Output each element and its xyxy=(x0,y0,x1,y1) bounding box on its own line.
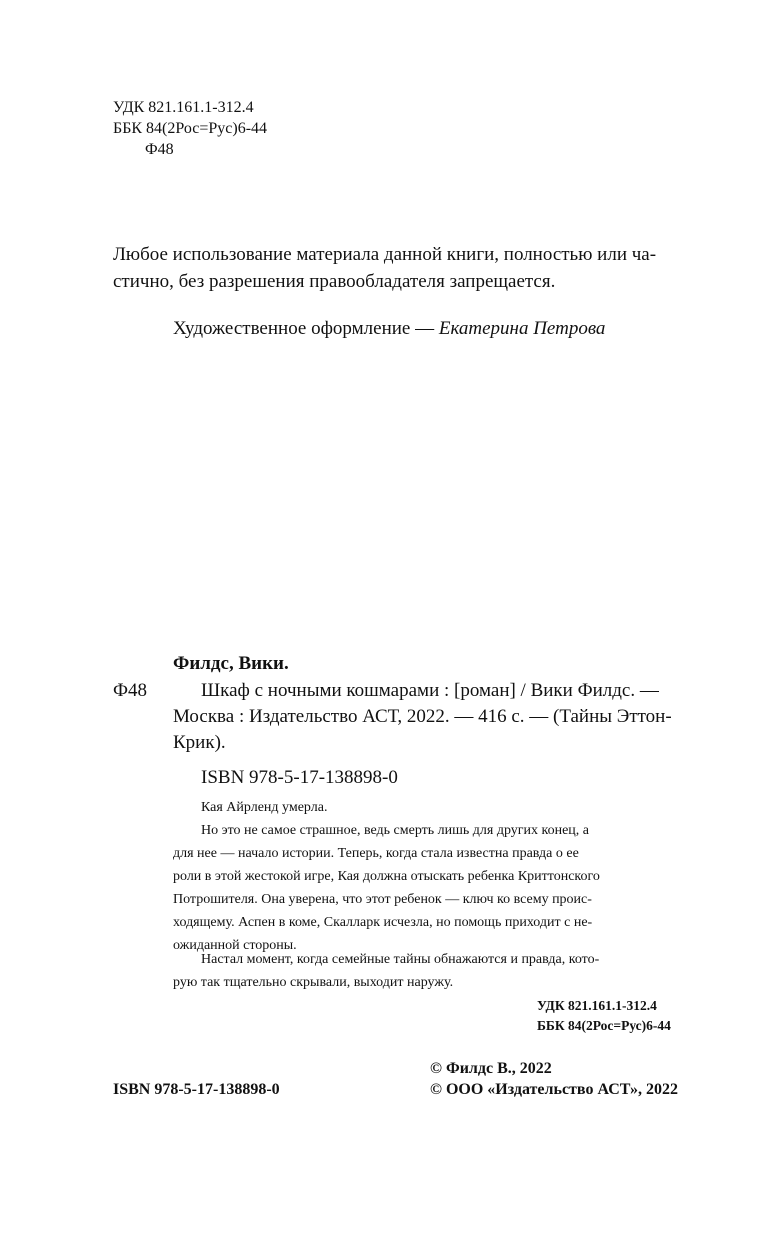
annotation-p2-line-3: роли в этой жестокой игре, Кая должна отыскать ребенка Криттонского xyxy=(173,869,600,884)
annotation-p2-line-5: ходящему. Аспен в коме, Скалларк исчезла, но помощь приходит с не- xyxy=(173,915,593,930)
catalog-line-3: Крик). xyxy=(173,732,226,753)
catalog-line-1: Шкаф с ночными кошмарами : [роман] / Вики Филдс. — xyxy=(201,680,659,701)
copyright-author: © Филдс В., 2022 xyxy=(430,1060,552,1077)
art-credit-name: Екатерина Петрова xyxy=(438,318,606,339)
annotation-p2-line-1: Но это не самое страшное, ведь смерть лишь для других конец, а xyxy=(201,823,590,838)
catalog-isbn: ISBN 978-5-17-138898-0 xyxy=(201,767,398,788)
udk-code: УДК 821.161.1-312.4 xyxy=(113,99,254,116)
author-mark: Ф48 xyxy=(145,141,174,158)
art-credit-label: Художественное оформление — xyxy=(173,318,439,339)
copyright-publisher: © ООО «Издательство АСТ», 2022 xyxy=(430,1081,679,1098)
annotation-p2-line-4: Потрошителя. Она уверена, что этот ребенок — ключ ко всему проис- xyxy=(173,892,592,907)
annotation-paragraph-1: Кая Айрленд умерла. xyxy=(201,800,328,815)
annotation-p2-line-6: ожиданной стороны. xyxy=(173,938,297,953)
bottom-bbk-code: ББК 84(2Рос=Рус)6-44 xyxy=(537,1018,671,1033)
bbk-code: ББК 84(2Рос=Рус)6-44 xyxy=(113,120,268,137)
bottom-udk-code: УДК 821.161.1-312.4 xyxy=(537,998,657,1013)
catalog-mark: Ф48 xyxy=(113,680,148,701)
art-credit xyxy=(173,317,605,341)
catalog-line-2: Москва : Издательство АСТ, 2022. — 416 с. — (Тайны Эттон- xyxy=(173,706,672,727)
annotation-p2-line-2: для нее — начало истории. Теперь, когда стала известна правда о ее xyxy=(173,846,579,861)
annotation-p3-line-1: Настал момент, когда семейные тайны обнажаются и правда, кото- xyxy=(201,952,600,967)
catalog-author: Филдс, Вики. xyxy=(173,653,289,674)
footer-isbn: ISBN 978-5-17-138898-0 xyxy=(113,1081,280,1098)
usage-notice-line-1: Любое использование материала данной книги, полностью или ча- xyxy=(113,244,657,265)
annotation-p3-line-2: рую так тщательно скрывали, выходит наружу. xyxy=(173,975,454,990)
usage-notice-line-2: стично, без разрешения правообладателя запрещается. xyxy=(113,271,556,292)
